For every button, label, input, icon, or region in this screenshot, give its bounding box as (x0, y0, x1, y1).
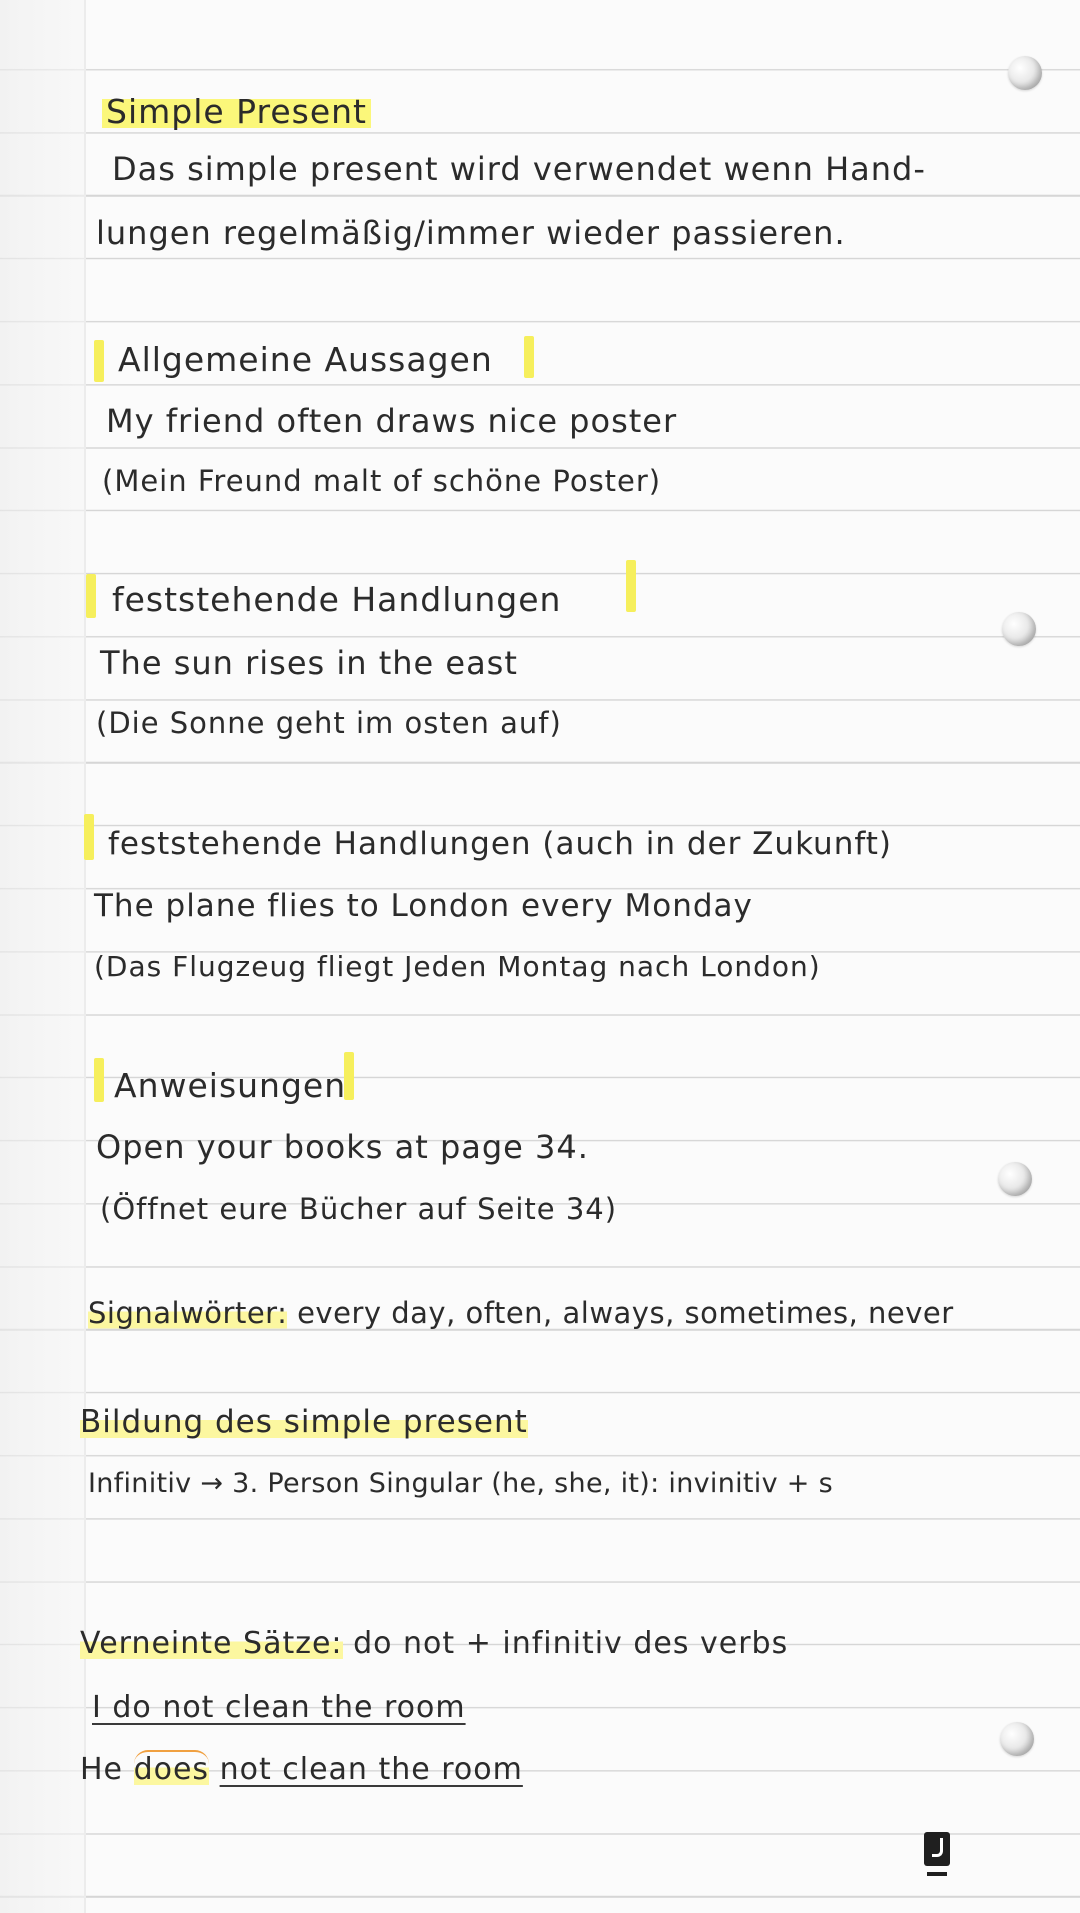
highlight-marker (626, 560, 636, 612)
section-example: The plane flies to London every Monday (94, 888, 753, 924)
formation-heading: Bildung des simple present (80, 1404, 528, 1440)
page-title: Simple Present (102, 92, 371, 131)
intro-line-2: lungen regelmäßig/immer wieder passieren. (96, 214, 846, 252)
highlight-marker (94, 340, 104, 382)
section-example: My friend often draws nice poster (106, 402, 678, 440)
signal-words-list: every day, often, always, sometimes, never (297, 1296, 954, 1330)
highlight-marker (86, 574, 96, 618)
punch-hole-icon (998, 1162, 1032, 1196)
signal-words-label: Signalwörter: (88, 1296, 288, 1330)
negation-aux-verb: does (133, 1752, 210, 1787)
section-translation: (Die Sonne geht im osten auf) (96, 706, 562, 740)
punch-hole-icon (1002, 612, 1036, 646)
margin-shadow (0, 0, 86, 1913)
app-logo-bar (927, 1872, 947, 1876)
punch-hole-icon (1008, 56, 1042, 90)
negation-example-2: He does not clean the room (80, 1752, 523, 1787)
section-heading: feststehende Handlungen (auch in der Zukunft) (108, 826, 892, 862)
section-heading: feststehende Handlungen (112, 580, 562, 619)
section-translation: (Das Flugzeug fliegt Jeden Montag nach London) (94, 950, 821, 983)
app-logo-icon (924, 1832, 950, 1866)
negation-example-1: I do not clean the room (92, 1690, 466, 1725)
section-example: The sun rises in the east (100, 644, 518, 682)
highlight-marker (524, 336, 534, 378)
section-translation: (Mein Freund malt of schöne Poster) (102, 464, 662, 498)
signal-words-line (88, 1296, 954, 1330)
highlight-marker (84, 814, 94, 860)
punch-hole-icon (1000, 1722, 1034, 1756)
section-example: Open your books at page 34. (96, 1128, 589, 1166)
negation-rule-text: do not + infinitiv des verbs (353, 1626, 789, 1661)
negation-rule-label: Verneinte Sätze: (80, 1626, 343, 1661)
negation-rule-line (80, 1626, 788, 1661)
section-heading: Allgemeine Aussagen (118, 340, 493, 379)
section-heading: Anweisungen (114, 1066, 347, 1105)
section-translation: (Öffnet eure Bücher auf Seite 34) (100, 1192, 618, 1226)
formation-rule: Infinitiv → 3. Person Singular (he, she, it): invinitiv + s (88, 1468, 833, 1499)
intro-line-1: Das simple present wird verwendet wenn Hand- (112, 150, 926, 188)
highlight-marker (94, 1058, 104, 1102)
